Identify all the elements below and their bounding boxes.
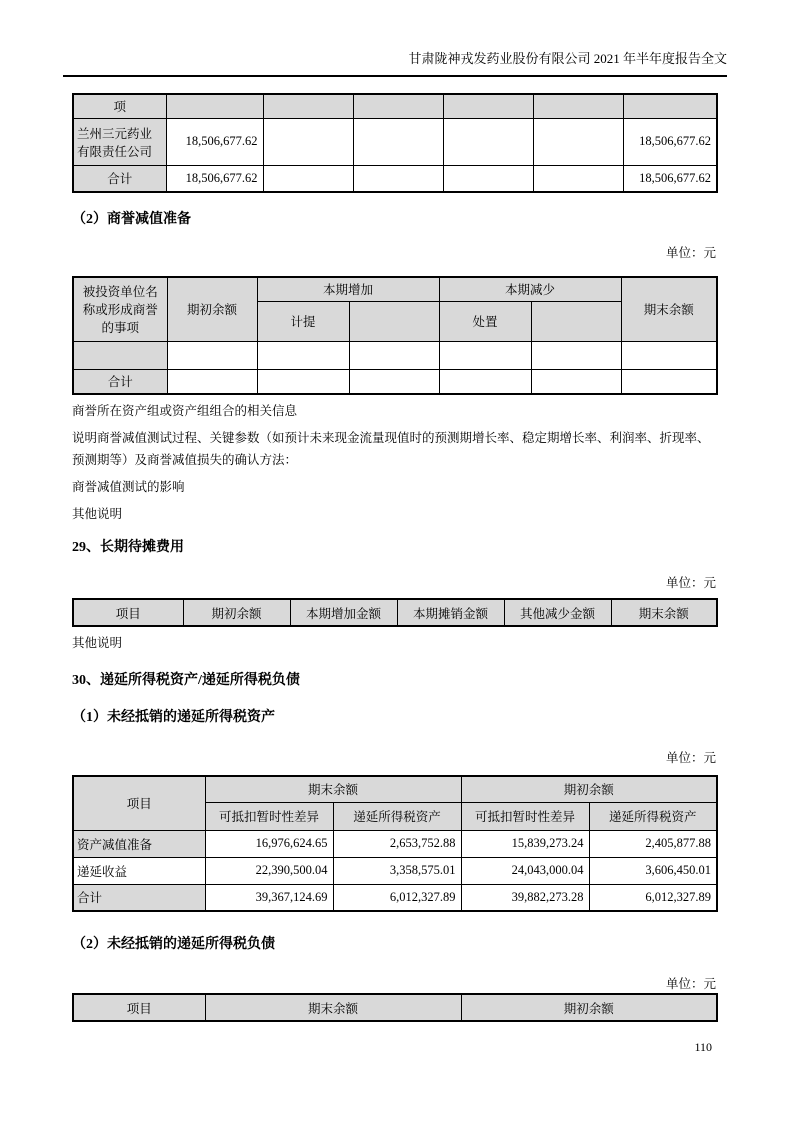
column-header: 期初余额 [183, 599, 290, 626]
table-cell [621, 341, 717, 369]
page-header [63, 50, 727, 77]
column-header: 期初余额 [167, 277, 257, 341]
column-header: 其他减少金额 [504, 599, 611, 626]
note-impairment-test-impact: 商誉减值测试的影响 [72, 480, 185, 494]
table-cell [443, 94, 533, 118]
table-cell [533, 118, 623, 165]
table-cell [166, 94, 263, 118]
note-other-explanation: 其他说明 [72, 636, 123, 650]
column-header: 期末余额 [205, 776, 461, 802]
table-cell [531, 369, 621, 394]
goodwill-impairment-table [72, 276, 718, 395]
deferred-tax-liabilities-table [72, 993, 718, 1022]
table-cell [257, 369, 349, 394]
row-label: 资产减值准备 [73, 830, 205, 857]
column-subheader: 处置 [439, 301, 531, 341]
deferred-tax-assets-table [72, 775, 718, 912]
table-row [73, 118, 717, 165]
column-header: 本期增加 [257, 277, 439, 301]
column-subheader: 计提 [257, 301, 349, 341]
column-subheader: 可抵扣暂时性差异 [461, 802, 589, 830]
table-cell: 18,506,677.62 [166, 118, 263, 165]
goodwill-entity-table [72, 93, 718, 193]
unit-label: 单位：元 [665, 576, 716, 590]
table-cell [263, 94, 353, 118]
column-subheader: 递延所得税资产 [333, 802, 461, 830]
row-label: 合计 [73, 369, 167, 394]
table-cell [167, 369, 257, 394]
table-row [73, 165, 717, 192]
table-cell [263, 165, 353, 192]
table-cell [621, 369, 717, 394]
column-header: 被投资单位名称或形成商誉的事项 [73, 277, 167, 341]
table-cell [533, 165, 623, 192]
table-cell [257, 341, 349, 369]
column-header: 期末余额 [205, 994, 461, 1021]
row-label: 合计 [73, 884, 205, 911]
table-cell [443, 165, 533, 192]
table-cell [531, 341, 621, 369]
page-number: 110 [694, 1040, 712, 1054]
table-cell [349, 341, 439, 369]
table-cell: 18,506,677.62 [623, 118, 717, 165]
column-header: 项目 [73, 994, 205, 1021]
table-cell [263, 118, 353, 165]
row-label: 项 [73, 94, 166, 118]
long-term-deferred-expenses-table [72, 598, 718, 627]
column-header: 本期摊销金额 [397, 599, 504, 626]
table-cell: 2,653,752.88 [333, 830, 461, 857]
table-cell [349, 369, 439, 394]
table-cell: 18,506,677.62 [166, 165, 263, 192]
subsection-heading-deferred-tax-assets: （1）未经抵销的递延所得税资产 [72, 710, 275, 725]
table-cell [353, 165, 443, 192]
table-cell [623, 94, 717, 118]
column-subheader [531, 301, 621, 341]
section-heading-long-term-deferred-expenses: 29、长期待摊费用 [72, 540, 184, 555]
column-header: 本期增加金额 [290, 599, 397, 626]
note-other-explanation: 其他说明 [72, 507, 123, 521]
table-cell [439, 341, 531, 369]
column-subheader [349, 301, 439, 341]
header-title: 甘肃陇神戎发药业股份有限公司 2021 年半年度报告全文 [408, 51, 727, 66]
table-header-row [73, 277, 717, 301]
column-header: 期初余额 [461, 994, 717, 1021]
table-cell: 16,976,624.65 [205, 830, 333, 857]
table-cell: 39,882,273.28 [461, 884, 589, 911]
table-row [73, 369, 717, 394]
table-cell [533, 94, 623, 118]
table-cell: 3,358,575.01 [333, 857, 461, 884]
table-cell: 39,367,124.69 [205, 884, 333, 911]
section-heading-deferred-tax: 30、递延所得税资产/递延所得税负债 [72, 673, 300, 688]
table-row [73, 830, 717, 857]
column-header: 期末余额 [621, 277, 717, 341]
table-cell: 3,606,450.01 [589, 857, 717, 884]
unit-label: 单位：元 [665, 751, 716, 765]
section-heading-goodwill-impairment: （2）商誉减值准备 [72, 212, 191, 227]
table-row [73, 884, 717, 911]
table-cell [353, 94, 443, 118]
row-label: 递延收益 [73, 857, 205, 884]
table-cell [353, 118, 443, 165]
column-subheader: 递延所得税资产 [589, 802, 717, 830]
subsection-heading-deferred-tax-liabilities: （2）未经抵销的递延所得税负债 [72, 937, 275, 952]
unit-label: 单位：元 [665, 246, 716, 260]
table-cell: 24,043,000.04 [461, 857, 589, 884]
unit-label: 单位：元 [665, 977, 716, 991]
note-impairment-test-process: 说明商誉减值测试过程、关键参数（如预计未来现金流量现值时的预测期增长率、稳定期增长率、利润率、折现率、预测期等）及商誉减值损失的确认方法： [72, 431, 710, 467]
table-cell: 15,839,273.24 [461, 830, 589, 857]
row-label [73, 341, 167, 369]
table-row [73, 94, 717, 118]
column-header: 期初余额 [461, 776, 717, 802]
table-row [73, 341, 717, 369]
table-cell: 18,506,677.62 [623, 165, 717, 192]
column-header: 本期减少 [439, 277, 621, 301]
table-cell: 2,405,877.88 [589, 830, 717, 857]
table-row [73, 857, 717, 884]
column-subheader: 可抵扣暂时性差异 [205, 802, 333, 830]
table-cell: 6,012,327.89 [333, 884, 461, 911]
note-goodwill-asset-group: 商誉所在资产组或资产组组合的相关信息 [72, 404, 298, 418]
table-cell [443, 118, 533, 165]
table-cell [167, 341, 257, 369]
column-header: 项目 [73, 599, 183, 626]
column-header: 期末余额 [611, 599, 717, 626]
table-cell: 22,390,500.04 [205, 857, 333, 884]
row-label: 兰州三元药业有限责任公司 [73, 118, 166, 165]
table-cell [439, 369, 531, 394]
table-cell: 6,012,327.89 [589, 884, 717, 911]
table-header-row [73, 994, 717, 1021]
table-header-row [73, 776, 717, 802]
row-label: 合计 [73, 165, 166, 192]
column-header: 项目 [73, 776, 205, 830]
table-header-row [73, 599, 717, 626]
